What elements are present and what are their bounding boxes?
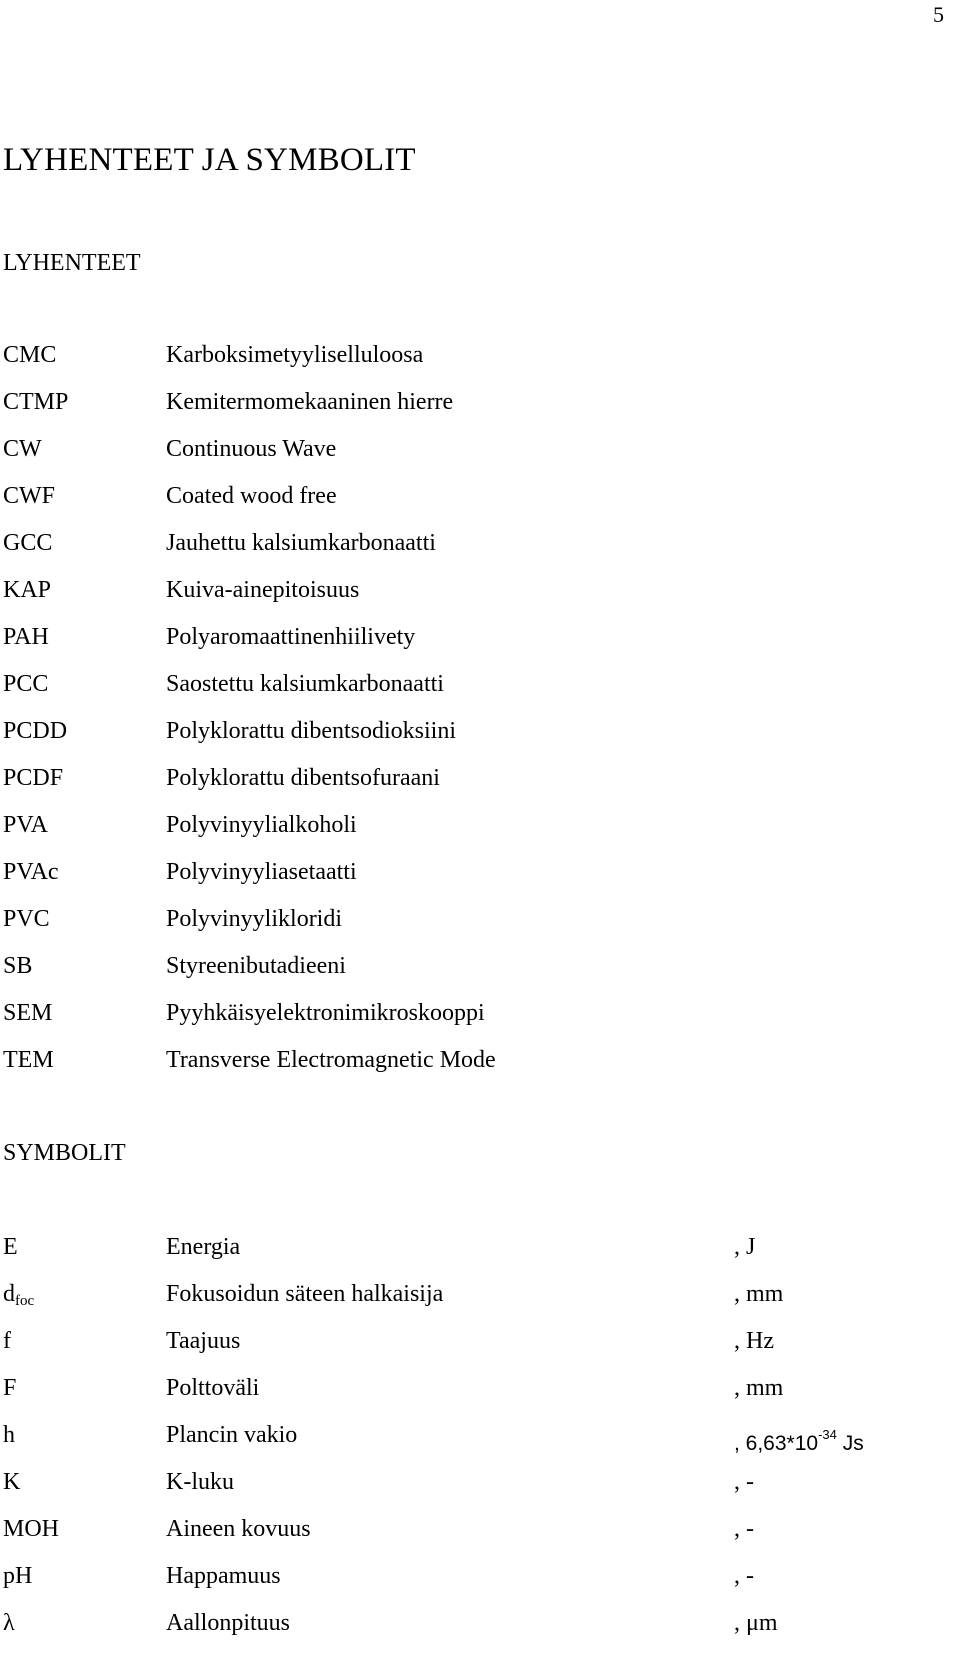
symbol-meaning: Energia xyxy=(166,1234,241,1260)
symbol-unit: , mm xyxy=(734,1375,784,1401)
symbol-row xyxy=(3,1514,943,1561)
abbreviation: CW xyxy=(3,436,42,462)
abbreviation-meaning: Polyvinyylikloridi xyxy=(166,906,343,932)
abbreviation-meaning: Polyaromaattinenhiilivety xyxy=(166,624,416,650)
abbreviation: TEM xyxy=(3,1047,54,1073)
unit-tail: Js xyxy=(836,1432,864,1455)
abbreviation-row xyxy=(3,998,943,1045)
symbol: F xyxy=(3,1375,17,1401)
abbreviation: PCC xyxy=(3,671,49,697)
symbol: λ xyxy=(3,1610,15,1636)
symbol-meaning: Taajuus xyxy=(166,1328,241,1354)
abbreviation: PVAc xyxy=(3,859,59,885)
symbol: K xyxy=(3,1469,21,1495)
abbreviation-meaning: Polyvinyylialkoholi xyxy=(166,812,357,838)
symbol: h xyxy=(3,1422,15,1448)
abbreviation: SB xyxy=(3,953,33,979)
symbol-subscript: foc xyxy=(15,1293,35,1309)
symbol-row xyxy=(3,1608,943,1655)
abbreviation-row xyxy=(3,622,943,669)
abbreviation: CMC xyxy=(3,342,57,368)
abbreviation-row xyxy=(3,340,943,387)
symbol-row xyxy=(3,1373,943,1420)
abbreviation-meaning: Coated wood free xyxy=(166,483,337,509)
symbol-meaning: Happamuus xyxy=(166,1563,281,1589)
abbreviation-row xyxy=(3,434,943,481)
abbreviations-heading: LYHENTEET xyxy=(3,250,141,276)
symbol-unit xyxy=(734,1420,864,1459)
abbreviation: GCC xyxy=(3,530,53,556)
abbreviation-row xyxy=(3,904,943,951)
abbreviation-row xyxy=(3,481,943,528)
symbol-base: d xyxy=(3,1281,15,1307)
abbreviation-row xyxy=(3,528,943,575)
abbreviation-meaning: Kemitermomekaaninen hierre xyxy=(166,389,454,415)
abbreviation-meaning: Polyklorattu dibentsofuraani xyxy=(166,765,440,791)
symbol-meaning: Plancin vakio xyxy=(166,1422,298,1448)
abbreviation-row xyxy=(3,716,943,763)
symbol: pH xyxy=(3,1563,33,1589)
abbreviation-row xyxy=(3,857,943,904)
abbreviation: PAH xyxy=(3,624,49,650)
abbreviation-meaning: Polyklorattu dibentsodioksiini xyxy=(166,718,457,744)
abbreviation-meaning: Continuous Wave xyxy=(166,436,337,462)
symbol: E xyxy=(3,1234,18,1260)
abbreviation: PVC xyxy=(3,906,50,932)
symbol-unit: , mm xyxy=(734,1281,784,1307)
page-number: 5 xyxy=(933,2,944,27)
symbol-unit: , - xyxy=(734,1563,754,1589)
symbol xyxy=(3,1279,34,1316)
symbol-row xyxy=(3,1467,943,1514)
abbreviation-meaning: Pyyhkäisyelektronimikroskooppi xyxy=(166,1000,485,1026)
symbol-unit: , - xyxy=(734,1516,754,1542)
abbreviation: KAP xyxy=(3,577,52,603)
symbol-row xyxy=(3,1232,943,1279)
abbreviation: CWF xyxy=(3,483,56,509)
symbol-unit: , μm xyxy=(734,1610,778,1636)
abbreviation-row xyxy=(3,763,943,810)
page-title: LYHENTEET JA SYMBOLIT xyxy=(3,142,416,178)
symbol-meaning: K-luku xyxy=(166,1469,234,1495)
abbreviation-meaning: Karboksimetyyliselluloosa xyxy=(166,342,424,368)
symbol: MOH xyxy=(3,1516,60,1542)
unit-base: , 6,63*10 xyxy=(734,1432,819,1455)
symbol-meaning: Fokusoidun säteen halkaisija xyxy=(166,1281,444,1307)
abbreviation-meaning: Saostettu kalsiumkarbonaatti xyxy=(166,671,444,697)
abbreviation-meaning: Jauhettu kalsiumkarbonaatti xyxy=(166,530,436,556)
symbol-row xyxy=(3,1326,943,1373)
symbol-meaning: Polttoväli xyxy=(166,1375,260,1401)
symbol-row xyxy=(3,1420,943,1467)
abbreviation-meaning: Kuiva-ainepitoisuus xyxy=(166,577,360,603)
symbol: f xyxy=(3,1328,11,1354)
abbreviation-row xyxy=(3,1045,943,1092)
abbreviation: PCDF xyxy=(3,765,64,791)
symbols-heading: SYMBOLIT xyxy=(3,1140,126,1166)
abbreviation-meaning: Transverse Electromagnetic Mode xyxy=(166,1047,496,1073)
abbreviations-list xyxy=(3,340,943,1092)
symbol-row xyxy=(3,1561,943,1608)
symbols-list xyxy=(3,1232,943,1655)
abbreviation: SEM xyxy=(3,1000,53,1026)
symbol-unit: , Hz xyxy=(734,1328,774,1354)
abbreviation: PVA xyxy=(3,812,48,838)
symbol-row xyxy=(3,1279,943,1326)
abbreviation-row xyxy=(3,575,943,622)
abbreviation: PCDD xyxy=(3,718,68,744)
abbreviation-row xyxy=(3,810,943,857)
abbreviation-meaning: Styreenibutadieeni xyxy=(166,953,346,979)
abbreviation-row xyxy=(3,951,943,998)
symbol-unit: , - xyxy=(734,1469,754,1495)
symbol-unit: , J xyxy=(734,1234,756,1260)
symbol-meaning: Aallonpituus xyxy=(166,1610,290,1636)
abbreviation-row xyxy=(3,669,943,716)
abbreviation: CTMP xyxy=(3,389,69,415)
unit-exponent: -34 xyxy=(818,1427,837,1442)
symbol-meaning: Aineen kovuus xyxy=(166,1516,311,1542)
abbreviation-row xyxy=(3,387,943,434)
abbreviation-meaning: Polyvinyyliasetaatti xyxy=(166,859,357,885)
